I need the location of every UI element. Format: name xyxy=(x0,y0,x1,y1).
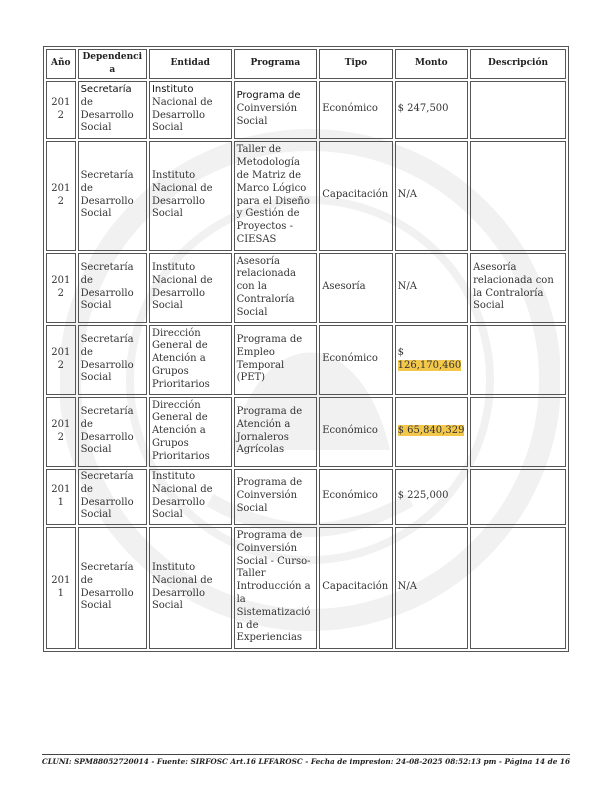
cell-descripcion xyxy=(470,325,566,395)
cell-programa: Programa de Coinversión Social xyxy=(234,469,318,525)
cell-year: 2011 xyxy=(46,527,76,649)
cell-programa: Asesoría relacionada con la Contraloría Social xyxy=(234,253,318,323)
highlighted-amount: 126,170,460 xyxy=(397,359,462,371)
cell-dependencia: Secretaría de Desarrollo Social xyxy=(78,81,147,139)
cell-descripcion xyxy=(470,469,566,525)
table-row xyxy=(46,469,566,525)
cell-monto xyxy=(395,325,468,395)
header-tipo: Tipo xyxy=(319,49,392,79)
cell-entidad: Instituto Nacional de Desarrollo Social xyxy=(149,141,232,251)
cell-descripcion xyxy=(470,81,566,139)
header-dependencia: Dependencia xyxy=(78,49,147,79)
cell-monto xyxy=(395,397,468,467)
cell-monto: $ 247,500 xyxy=(395,81,468,139)
cell-tipo: Económico xyxy=(319,397,392,467)
cell-year: 2012 xyxy=(46,81,76,139)
cell-monto: $ 225,000 xyxy=(395,469,468,525)
header-descripcion: Descripción xyxy=(470,49,566,79)
monto-prefix: $ xyxy=(397,346,405,358)
cell-descripcion: Asesoría relacionada con la Contraloría Social xyxy=(470,253,566,323)
table-row xyxy=(46,527,566,649)
table-row xyxy=(46,397,566,467)
cell-tipo: Asesoría xyxy=(319,253,392,323)
cell-tipo: Económico xyxy=(319,325,392,395)
cell-entidad: Instituto Nacional de Desarrollo Social xyxy=(149,527,232,649)
header-programa: Programa xyxy=(234,49,318,79)
cell-programa: Programa de Empleo Temporal (PET) xyxy=(234,325,318,395)
cell-programa: Programa de Coinversión Social xyxy=(234,81,318,139)
cell-tipo: Económico xyxy=(319,469,392,525)
table-header-row xyxy=(46,49,566,79)
cell-descripcion xyxy=(470,397,566,467)
cell-entidad: Instituto Nacional de Desarrollo Social xyxy=(149,253,232,323)
table-row xyxy=(46,141,566,251)
header-entidad: Entidad xyxy=(149,49,232,79)
cell-year: 2012 xyxy=(46,397,76,467)
cell-dependencia: Secretaría de Desarrollo Social xyxy=(78,325,147,395)
cell-monto: N/A xyxy=(395,527,468,649)
cell-programa: Programa de Coinversión Social - Curso-Taller Introducción a la Sistematización de Experiencias xyxy=(234,527,318,649)
programs-table xyxy=(43,46,569,652)
cell-monto: N/A xyxy=(395,141,468,251)
cell-monto: N/A xyxy=(395,253,468,323)
header-monto: Monto xyxy=(395,49,468,79)
cell-entidad: Instituto Nacional de Desarrollo Social xyxy=(149,81,232,139)
cell-year: 2012 xyxy=(46,325,76,395)
cell-tipo: Capacitación xyxy=(319,141,392,251)
cell-tipo: Económico xyxy=(319,81,392,139)
cell-programa: Taller de Metodología de Matriz de Marco Lógico para el Diseño y Gestión de Proyectos - CIESAS xyxy=(234,141,318,251)
cell-programa: Programa de Atención a Jornaleros Agrícolas xyxy=(234,397,318,467)
cell-dependencia: Secretaría de Desarrollo Social xyxy=(78,141,147,251)
page-footer: CLUNI: SPM88052720014 - Fuente: SIRFOSC Art.16 LFFAROSC - Fecha de impresion: 24-08-2025 08:52:13 pm - Página 14 de 16 xyxy=(41,757,571,766)
cell-descripcion xyxy=(470,141,566,251)
cell-dependencia: Secretaría de Desarrollo Social xyxy=(78,253,147,323)
footer-divider xyxy=(42,754,570,755)
highlighted-amount: $ 65,840,329 xyxy=(397,425,465,437)
cell-descripcion xyxy=(470,527,566,649)
cell-entidad: Dirección General de Atención a Grupos Prioritarios xyxy=(149,397,232,467)
cell-entidad: Dirección General de Atención a Grupos Prioritarios xyxy=(149,325,232,395)
cell-dependencia: Secretaría de Desarrollo Social xyxy=(78,527,147,649)
cell-year: 2012 xyxy=(46,253,76,323)
cell-year: 2012 xyxy=(46,141,76,251)
cell-year: 2011 xyxy=(46,469,76,525)
cell-entidad: Instituto Nacional de Desarrollo Social xyxy=(149,469,232,525)
cell-dependencia: Secretaría de Desarrollo Social xyxy=(78,397,147,467)
table-row xyxy=(46,81,566,139)
table-row xyxy=(46,325,566,395)
cell-tipo: Capacitación xyxy=(319,527,392,649)
table-row xyxy=(46,253,566,323)
header-year: Año xyxy=(46,49,76,79)
cell-dependencia: Secretaría de Desarrollo Social xyxy=(78,469,147,525)
